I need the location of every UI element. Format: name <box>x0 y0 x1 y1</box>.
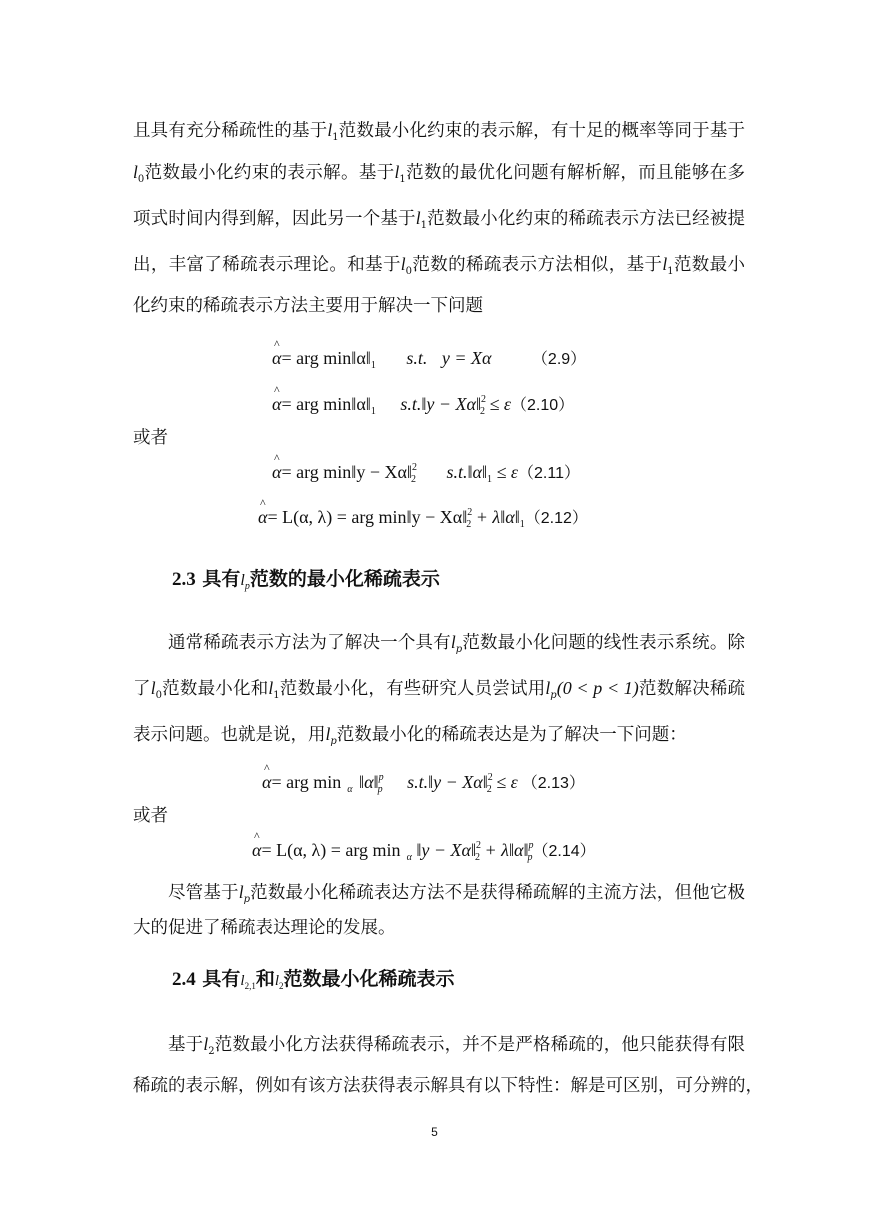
superscript: 2 <box>411 462 417 473</box>
paragraph-line <box>168 630 745 655</box>
alpha-hat: ^ α <box>252 838 261 862</box>
math-var: l <box>238 882 244 902</box>
math-var: l <box>394 162 400 182</box>
subscript: α <box>406 852 412 863</box>
paragraph-line <box>133 160 745 185</box>
paragraph-line: 大的促进了稀疏表达理论的发展。 <box>133 918 396 938</box>
section-heading-2-3 <box>172 566 440 594</box>
subscript: p <box>377 784 383 795</box>
equation-2-12 <box>258 505 588 531</box>
superscript: 2 <box>467 507 473 518</box>
eq-st: s.t. <box>406 348 428 368</box>
subscript: 1 <box>667 266 674 277</box>
text: 范数最小化约束的稀疏表示方法已经被提 <box>426 209 746 229</box>
heading-text: 具有 <box>202 968 241 990</box>
subscript: 1 <box>420 220 427 231</box>
subscript: 1 <box>273 690 280 701</box>
text: 范数最小化约束的表示解，有十足的概率等同于基于 <box>338 121 746 141</box>
eq-text: ‖α‖ <box>467 462 488 482</box>
subscript: 2 <box>480 406 486 417</box>
subscript: 0 <box>137 174 145 185</box>
math-var: l <box>150 678 156 698</box>
subscript: α <box>347 784 353 795</box>
math-var: l <box>240 973 245 989</box>
eq-text: = L(α, λ) = arg min <box>261 840 401 860</box>
subscript: 1 <box>519 519 525 530</box>
equation-number: （2.9） <box>531 351 587 368</box>
equation-number: （2.13） <box>521 775 585 792</box>
eq-st: s.t. <box>400 394 422 414</box>
superscript: 2 <box>481 394 487 405</box>
subscript: 2 <box>208 1046 215 1057</box>
math-var: l <box>327 120 333 140</box>
eq-text: + λ‖α‖ <box>480 840 529 860</box>
paragraph-line <box>133 206 745 231</box>
subscript: 2 <box>486 784 492 795</box>
text: 通常稀疏表示方法为了解决一个具有 <box>168 633 451 653</box>
equation-2-9 <box>272 346 586 372</box>
subscript: 2 <box>466 519 472 530</box>
equation-2-13 <box>262 770 585 796</box>
subscript: 1 <box>487 474 493 485</box>
section-heading-2-4 <box>172 966 455 994</box>
equation-2-11 <box>272 460 580 486</box>
subscript: 0 <box>155 690 162 701</box>
text: 尽管基于 <box>168 883 239 903</box>
paragraph-line <box>168 1032 745 1057</box>
math-var: l <box>268 678 274 698</box>
subscript: 2,1 <box>244 981 256 991</box>
text: 出，丰富了稀疏表示理论。和基于 <box>133 255 401 275</box>
heading-text: 范数最小化稀疏表示 <box>283 968 455 990</box>
subscript: p <box>550 690 557 701</box>
text: 范数解决稀疏 <box>638 679 746 699</box>
eq-text: = arg min <box>271 772 342 792</box>
subscript: p <box>455 644 463 655</box>
math-var: l <box>415 208 421 228</box>
text: 且具有充分稀疏性的基于 <box>133 121 328 141</box>
superscript: 2 <box>487 772 493 783</box>
text: 范数最小化约束的表示解。基于 <box>144 163 395 183</box>
eq-text: ≤ ε <box>485 394 511 414</box>
text: 范数最小化方法获得稀疏表示，并不是严格稀疏的，他只能获得有限 <box>214 1035 745 1055</box>
alpha-hat: ^ α <box>272 460 281 484</box>
equation-number: （2.10） <box>511 397 575 414</box>
eq-text: = arg min‖α‖ <box>281 394 371 414</box>
equation-2-14 <box>252 838 596 864</box>
math-var: l <box>203 1034 209 1054</box>
math-var: l <box>545 678 551 698</box>
subscript: 1 <box>370 360 376 371</box>
eq-st: s.t. <box>407 772 429 792</box>
subscript: 1 <box>399 174 406 185</box>
math-var: l <box>240 572 245 589</box>
subscript: p <box>244 581 250 592</box>
subscript: p <box>243 894 250 905</box>
paragraph-line <box>133 118 745 143</box>
eq-st: s.t. <box>446 462 468 482</box>
heading-text: 和 <box>255 968 275 990</box>
text: 基于 <box>168 1035 204 1055</box>
text: 范数最小化和 <box>161 679 269 699</box>
or-text: 或者 <box>133 806 168 826</box>
math-var: l <box>450 632 456 652</box>
page-number: 5 <box>431 1125 438 1139</box>
math-expr: (0 < p < 1) <box>556 678 639 698</box>
math-var: l <box>325 724 331 744</box>
alpha-hat: ^ α <box>272 392 281 416</box>
paragraph-line <box>168 880 745 905</box>
eq-text: ‖y − Xα‖ <box>428 772 488 792</box>
subscript: 1 <box>370 406 376 417</box>
section-number: 2.4 <box>172 969 196 990</box>
text: 范数的最优化问题有解析解，而且能够在多 <box>405 163 746 183</box>
superscript: p <box>378 772 384 783</box>
equation-number: （2.14） <box>532 843 596 860</box>
subscript: p <box>527 852 533 863</box>
math-var: l <box>662 254 668 274</box>
text: 了 <box>133 679 151 699</box>
eq-text: ≤ ε <box>492 462 519 482</box>
eq-text: ‖y − Xα‖ <box>421 394 482 414</box>
paragraph-line <box>133 676 745 701</box>
heading-text: 具有 <box>202 568 241 590</box>
eq-text: ‖y − Xα‖ <box>416 840 476 860</box>
alpha-hat: ^ α <box>262 770 271 794</box>
superscript: 2 <box>476 840 481 851</box>
superscript: p <box>528 840 534 851</box>
equation-number: （2.12） <box>524 510 588 527</box>
math-var: l <box>400 254 406 274</box>
eq-text: ‖α‖ <box>359 772 379 792</box>
section-number: 2.3 <box>172 569 196 590</box>
eq-text: ≤ ε <box>491 772 518 792</box>
text: 范数最小化问题的线性表示系统。除 <box>462 633 745 653</box>
equation-number: （2.11） <box>518 465 580 482</box>
subscript: p <box>330 736 337 747</box>
subscript: 2 <box>475 852 480 863</box>
text: 表示问题。也就是说，用 <box>133 725 326 745</box>
text: 范数最小化，有些研究人员尝试用 <box>279 679 546 699</box>
subscript: 2 <box>279 981 284 991</box>
paragraph-line: 稀疏的表示解，例如有该方法获得表示解具有以下特性：解是可区别，可分辨的， <box>133 1076 763 1096</box>
alpha-hat: ^ α <box>258 505 267 529</box>
or-text: 或者 <box>133 428 168 448</box>
text: 范数最小化稀疏表达方法不是获得稀疏解的主流方法，但他它极 <box>250 883 746 903</box>
text: 项式时间内得到解，因此另一个基于 <box>133 209 416 229</box>
eq-text: = arg min‖α‖ <box>281 348 371 368</box>
paragraph-line <box>133 252 745 277</box>
text: 范数最小 <box>673 255 746 275</box>
eq-text: = L(α, λ) = arg min‖y − Xα‖ <box>267 507 468 527</box>
eq-text: y = Xα <box>441 348 492 368</box>
text: 范数最小化的稀疏表达是为了解决一下问题： <box>336 725 687 745</box>
paragraph-line: 化约束的稀疏表示方法主要用于解决一下问题 <box>133 296 483 316</box>
eq-text: = arg min‖y − Xα‖ <box>281 462 412 482</box>
equation-2-10 <box>272 392 574 418</box>
paragraph-line <box>133 722 745 747</box>
subscript: 0 <box>405 266 413 277</box>
math-var: l <box>133 162 138 182</box>
heading-text: 范数的最小化稀疏表示 <box>249 568 440 590</box>
math-var: l <box>274 973 279 989</box>
subscript: 1 <box>332 132 339 143</box>
text: 范数的稀疏表示方法相似，基于 <box>412 255 663 275</box>
eq-text: + λ‖α‖ <box>471 507 520 527</box>
alpha-hat: ^ α <box>272 346 281 370</box>
subscript: 2 <box>410 474 416 485</box>
